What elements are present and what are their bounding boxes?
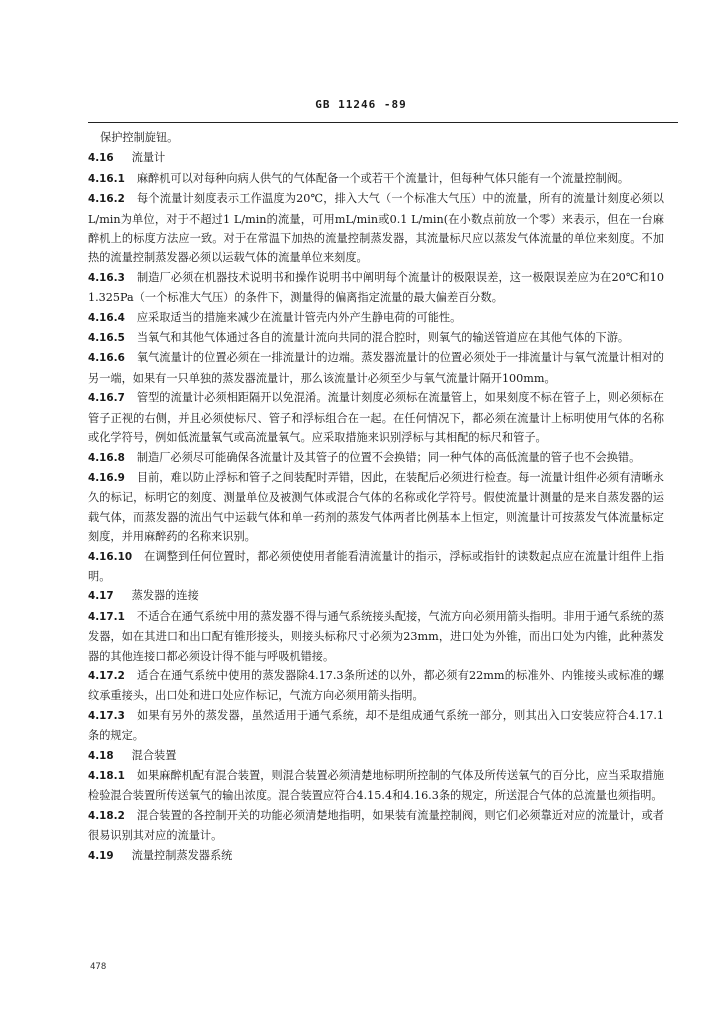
clause-number: 4.16.3	[88, 271, 125, 284]
paragraph	[88, 468, 664, 547]
clause-text: 氧气流量计的位置必须在一排流量计的边端。蒸发器流量计的位置必须处于一排流量计与氧气流量计相对的另一端，如果有一只单独的蒸发器流量计，那么该流量计必须至少与氧气流量计隔开100mm。	[88, 351, 664, 385]
clause-number: 4.17	[88, 590, 114, 603]
page-number: 478	[90, 962, 107, 972]
paragraph	[88, 806, 664, 846]
clause-text: 流量计	[131, 151, 166, 165]
clause-number: 4.17.1	[88, 610, 125, 623]
clause-text: 管型的流量计必须相距隔开以免混淆。流量计刻度必须标在流量管上，如果刻度不标在管子上，则必须标在管子正视的右侧，并且必须使标尺、管子和浮标组合在一起。在任何情况下，都必须在流量计上标明使用气体的名称或化学符号，例如低流量氧气或高流量氧气。应采取措施来识别浮标与其相配的标尺和管子。	[88, 391, 664, 445]
clause-text: 制造厂必须在机器技术说明书和操作说明书中阐明每个流量计的极限误差，这一极限误差应为在20℃和101.325Pa（一个标准大气压）的条件下，测量得的偏离指定流量的最大偏差百分数。	[88, 270, 664, 305]
paragraph	[88, 348, 664, 388]
clause-text: 混合装置	[131, 748, 177, 762]
clause-text: 每个流量计刻度表示工作温度为20℃，排入大气（一个标准大气压）中的流量，所有的流量计刻度必须以L/min为单位，对于不超过1 L/min的流量，可用mL/min或0.1 L/min(在小数点前放一个零）来表示，但在一台麻醉机上的标度方法应一致。对于在常温下加热的流量控制蒸发器，其流量标尺应以蒸发气体流量的单位来刻度。不加热的流量控制蒸发器必须以运载气体的流量单位来刻度。	[88, 192, 664, 265]
clause-text: 流量控制蒸发器系统	[131, 848, 233, 862]
paragraph	[88, 388, 664, 447]
paragraph	[88, 169, 664, 189]
clause-number: 4.18.1	[88, 770, 125, 782]
paragraph	[88, 706, 664, 746]
clause-text: 麻醉机可以对每种向病人供气的气体配备一个或若干个流量计，但每种气体只能有一个流量控制阀。	[136, 171, 630, 185]
section-heading	[88, 846, 664, 866]
clause-text: 目前，难以防止浮标和管子之间装配时弄错，因此，在装配后必须进行检查。每一流量计组件必须有清晰永久的标记，标明它的刻度、测量单位及被测气体或混合气体的名称或化学符号。假使流量计测量的是来自蒸发器的运载气体，而蒸发器的流出气中运载气体和单一药剂的蒸发气体两者比例基本上恒定，则流量计可按蒸发气体流量标定刻度，并用麻醉药的名称来识别。	[88, 470, 664, 544]
header-rule	[88, 122, 678, 123]
clause-text: 制造厂必须尽可能确保各流量计及其管子的位置不会换错；同一种气体的高低流量的管子也不会换错。	[136, 450, 641, 464]
page-header-title: GB 11246 -89	[315, 98, 407, 111]
clause-number: 4.18.2	[88, 809, 125, 822]
clause-number: 4.16.10	[88, 550, 133, 563]
clause-text: 应采取适当的措施来减少在流量计管壳内外产生静电荷的可能性。	[136, 310, 462, 324]
clause-number: 4.16.8	[88, 451, 125, 464]
paragraph	[88, 308, 664, 328]
paragraph	[88, 328, 664, 348]
clause-number: 4.16.2	[88, 193, 125, 206]
section-heading	[88, 746, 664, 766]
clause-text: 蒸发器的连接	[131, 589, 199, 603]
clause-text: 不适合在通气系统中用的蒸发器不得与通气系统接头配接，气流方向必须用箭头指明。非用于通气系统的蒸发器，如在其进口和出口配有锥形接头，则接头标称尺寸必须为23mm，进口处为外锥，而出口处为内锥，此种蒸发器的其他连接口都必须设计得不能与呼吸机错接。	[88, 609, 664, 663]
paragraph	[88, 766, 664, 806]
paragraph	[88, 547, 664, 587]
clause-number: 4.16.6	[88, 352, 125, 365]
document-body	[88, 128, 664, 866]
section-heading	[88, 148, 664, 168]
clause-text: 保护控制旋钮。	[100, 131, 179, 144]
section-heading	[88, 586, 664, 606]
clause-number: 4.16.5	[88, 332, 125, 345]
paragraph	[88, 666, 664, 706]
clause-number: 4.17.3	[88, 709, 125, 722]
clause-number: 4.17.2	[88, 669, 125, 682]
paragraph	[88, 607, 664, 666]
paragraph	[88, 189, 664, 268]
clause-text: 当氧气和其他气体通过各自的流量计流向共同的混合腔时，则氧气的输送管道应在其他气体的下游。	[136, 331, 630, 345]
clause-number: 4.18	[88, 749, 114, 762]
clause-number: 4.16.7	[88, 392, 125, 405]
clause-text: 适合在通气系统中使用的蒸发器除4.17.3条所述的以外，都必须有22mm的标准外、内锥接头或标准的螺纹承重接头，出口处和进口处应作标记，气流方向必须用箭头指明。	[88, 668, 664, 703]
paragraph	[88, 268, 664, 308]
clause-number: 4.16.4	[88, 311, 125, 324]
paragraph	[88, 128, 664, 148]
clause-number: 4.16	[88, 152, 114, 165]
clause-number: 4.19	[88, 849, 114, 862]
clause-number: 4.16.1	[88, 172, 125, 185]
clause-text: 如果麻醉机配有混合装置，则混合装置必须清楚地标明所控制的气体及所传送氧气的百分比，应当采取措施检验混合装置所传送氧气的输出浓度。混合装置应符合4.15.4和4.16.3条的规定，所送混合气体的总流量也须指明。	[88, 769, 664, 803]
clause-text: 在调整到任何位置时，都必须使使用者能看清流量计的指示，浮标或指针的读数起点应在流量计组件上指明。	[88, 549, 664, 583]
paragraph	[88, 448, 664, 468]
clause-number: 4.16.9	[88, 471, 125, 484]
clause-text: 混合装置的各控制开关的功能必须清楚地指明，如果装有流量控制阀，则它们必须靠近对应的流量计，或者很易识别其对应的流量计。	[88, 808, 664, 843]
clause-text: 如果有另外的蒸发器，虽然适用于通气系统，却不是组成通气系统一部分，则其出入口安装应符合4.17.1条的规定。	[88, 708, 664, 743]
